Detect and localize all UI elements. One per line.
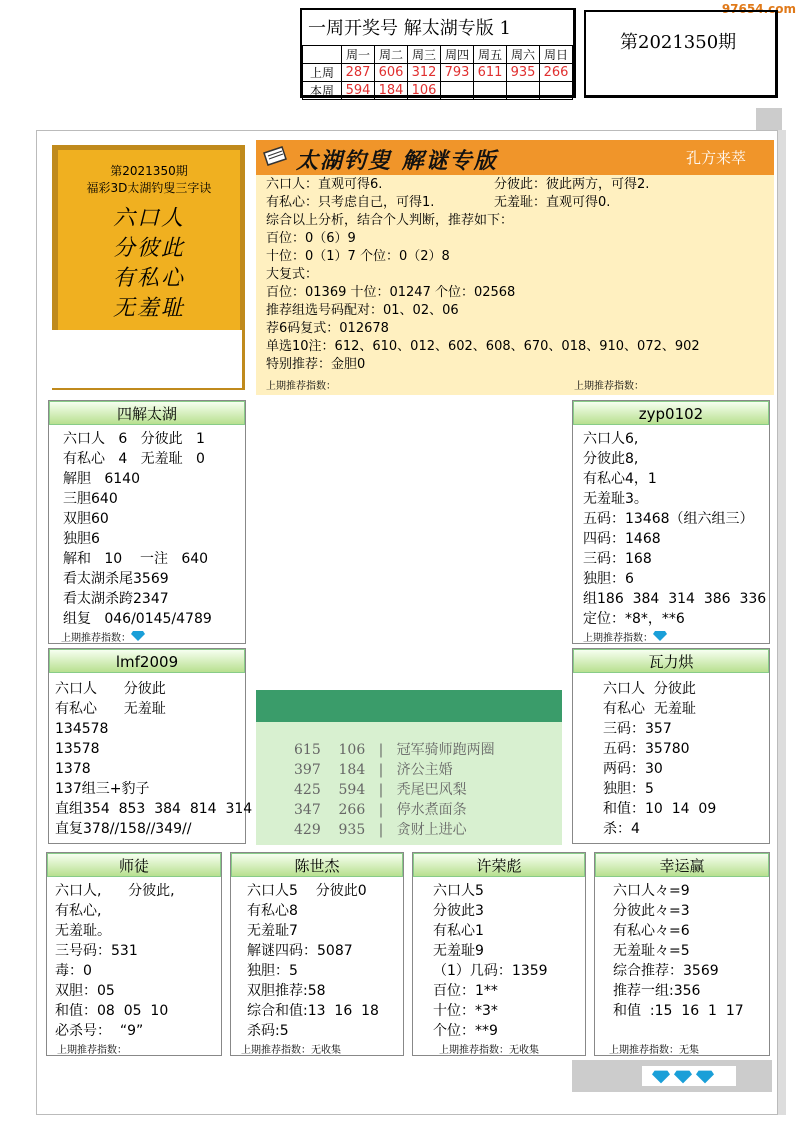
box-line: 组复 046/0145/4789 (63, 611, 212, 627)
book-icon (262, 145, 288, 169)
box-line: 组186 384 314 386 336 (583, 591, 767, 607)
main-panel-source: 孔方来萃 (686, 149, 747, 167)
box-line: 直组354 853 384 814 314 (55, 801, 253, 817)
number-cell: 266 (540, 64, 573, 82)
box-footer: 上期推荐指数：无收集 (241, 1045, 341, 1056)
box-line: 独胆6 (63, 531, 100, 547)
day-header: 周四 (441, 46, 474, 64)
box-line: 综合和值:13 16 18 (247, 1003, 379, 1019)
box-line: 13578 (55, 741, 100, 757)
box-line: 独胆：6 (583, 571, 634, 587)
box-line: 六口人々=9 (613, 883, 690, 899)
footer-text: 上期推荐指数： (583, 633, 653, 644)
box-sijie (48, 400, 246, 644)
main-line: 荐6码复式：012678 (266, 321, 389, 336)
box-line: 分彼此8, (583, 451, 639, 467)
number-cell: 594 (342, 82, 375, 100)
day-header: 周五 (474, 46, 507, 64)
box-line: 134578 (55, 721, 109, 737)
box-line: 个位：**9 (433, 1023, 498, 1039)
day-header: 周一 (342, 46, 375, 64)
box-footer: 上期推荐指数：无集 (609, 1045, 699, 1056)
main-row: 六口人：直观可得6. (266, 177, 383, 192)
box-footer (583, 629, 667, 644)
box-line: 解和 10 一注 640 (63, 551, 209, 567)
main-footer-right: 上期推荐指数： (574, 381, 644, 392)
box-line: 六口人5 分彼此0 (247, 883, 367, 899)
box-title: 瓦力烘 (573, 649, 769, 673)
box-xu (412, 852, 586, 1056)
box-line: 五码：13468（组六组三） (583, 511, 754, 527)
row-label: 上周 (303, 64, 342, 82)
box-line: 六口人 6 分彼此 1 (63, 431, 205, 447)
box-line: 六口人6, (583, 431, 639, 447)
box-line: 三胆640 (63, 491, 118, 507)
box-line: 三号码：531 (55, 943, 138, 959)
main-footer-left: 上期推荐指数： (266, 381, 336, 392)
diamond-icon (131, 633, 145, 644)
box-title: 许荣彪 (413, 853, 585, 877)
diamond-icon (674, 1069, 692, 1088)
box-line: 四码：1468 (583, 531, 661, 547)
box-line: 六口人5 (433, 883, 484, 899)
box-line: 和值：08 05 10 (55, 1003, 169, 1019)
period-box (584, 10, 778, 98)
day-header: 周六 (507, 46, 540, 64)
bottom-diamond-strip (642, 1066, 736, 1086)
number-cell (507, 82, 540, 100)
box-line: 毒：0 (55, 963, 92, 979)
verse: 无羞耻 (112, 296, 185, 321)
box-line: 双胆：05 (55, 983, 115, 999)
period-title: 第2021350期 (620, 32, 737, 53)
main-line: 综合以上分析，结合个人判断，推荐如下： (266, 213, 514, 228)
box-line: 百位：1** (433, 983, 498, 999)
main-line: 大复式： (266, 267, 319, 282)
box-line: 综合推荐：3569 (613, 963, 719, 979)
gold-period: 第2021350期 (110, 164, 188, 178)
box-line: 三码：357 (603, 721, 672, 737)
number-cell (474, 82, 507, 100)
verse: 六口人 (112, 206, 185, 231)
weekly-table (302, 45, 573, 100)
box-footer: 上期推荐指数：无收集 (439, 1045, 539, 1056)
weekly-table-title: 一周开奖号 解太湖专版 1 (308, 18, 511, 39)
main-line: 推荐组选号码配对：01、02、06 (266, 303, 459, 318)
box-line: 独胆：5 (247, 963, 298, 979)
box-line: 无羞耻9 (433, 943, 484, 959)
main-line: 百位：01369 十位：01247 个位：02568 (266, 285, 516, 300)
box-line: 有私心 无羞耻 (55, 701, 166, 717)
number-cell: 606 (375, 64, 408, 82)
number-cell: 106 (408, 82, 441, 100)
main-line: 特别推荐：金胆0 (266, 357, 366, 372)
number-cell: 184 (375, 82, 408, 100)
main-line: 单选10注：612、610、012、602、608、670、018、910、072、902 (266, 339, 700, 354)
box-line: 两码：30 (603, 761, 663, 777)
box-line: （1）几码：1359 (433, 963, 548, 979)
day-header: 周日 (540, 46, 573, 64)
frame-shadow (778, 130, 786, 1115)
box-line: 独胆：5 (603, 781, 654, 797)
box-footer (61, 629, 145, 644)
box-line: 双胆推荐:58 (247, 983, 326, 999)
diamond-icon (653, 633, 667, 644)
box-line: 六口人, 分彼此, (55, 883, 175, 899)
number-cell: 287 (342, 64, 375, 82)
box-line: 有私心 无羞耻 (603, 701, 696, 717)
gold-box-inner (58, 150, 240, 330)
box-line: 和值：10 14 09 (603, 801, 717, 817)
box-zyp (572, 400, 770, 644)
box-title: lmf2009 (49, 649, 245, 673)
box-line: 推荐一组:356 (613, 983, 701, 999)
box-line: 无羞耻。 (55, 923, 111, 939)
main-line: 百位：0（6）9 (266, 231, 356, 246)
main-row: 分彼此：彼此两方，可得2. (494, 177, 650, 192)
box-line: 三码：168 (583, 551, 652, 567)
box-line: 和值 :15 16 1 17 (613, 1003, 744, 1019)
box-wali (572, 648, 770, 844)
box-line: 有私心 4 无羞耻 0 (63, 451, 205, 467)
number-cell: 793 (441, 64, 474, 82)
footer-text: 上期推荐指数： (61, 633, 131, 644)
box-line: 六口人 分彼此 (55, 681, 166, 697)
box-line: 看太湖杀尾3569 (63, 571, 169, 587)
box-line: 解谜四码：5087 (247, 943, 353, 959)
box-xing (594, 852, 770, 1056)
box-line: 十位：*3* (433, 1003, 498, 1019)
verse: 有私心 (112, 266, 185, 291)
box-line: 无羞耻3。 (583, 491, 648, 507)
gold-subtitle: 福彩3D太湖钓叟三字诀 (86, 181, 212, 195)
day-header: 周三 (408, 46, 441, 64)
box-line: 有私心1 (433, 923, 484, 939)
box-title: zyp0102 (573, 401, 769, 425)
box-title: 师徒 (47, 853, 221, 877)
poem-line: 347 266 | 停水煮面条 (294, 802, 467, 818)
box-chen (230, 852, 404, 1056)
box-line: 直复378//158//349// (55, 821, 192, 837)
box-line: 无羞耻7 (247, 923, 298, 939)
poem-line: 429 935 | 贪财上进心 (294, 822, 467, 838)
box-line: 137组三+豹子 (55, 781, 150, 797)
watermark: 97654.com (721, 2, 796, 16)
box-line: 定位：*8*，**6 (583, 611, 685, 627)
verse: 分彼此 (112, 236, 185, 261)
frame-corner (756, 108, 782, 130)
box-title: 四解太湖 (49, 401, 245, 425)
box-line: 有私心々=6 (613, 923, 690, 939)
box-title: 幸运赢 (595, 853, 769, 877)
box-line: 分彼此々=3 (613, 903, 690, 919)
box-line: 解胆 6140 (63, 471, 140, 487)
box-line: 必杀号： “9” (55, 1023, 144, 1039)
box-lmf (48, 648, 253, 844)
number-cell: 312 (408, 64, 441, 82)
box-title: 陈世杰 (231, 853, 403, 877)
box-line: 1378 (55, 761, 91, 777)
box-line: 杀：4 (603, 821, 640, 837)
box-line: 双胆60 (63, 511, 109, 527)
poem-line: 425 594 | 秃尾巴风梨 (294, 782, 467, 798)
box-line: 无羞耻々=5 (613, 943, 690, 959)
poem-line: 397 184 | 济公主婚 (294, 762, 453, 778)
number-cell (441, 82, 474, 100)
number-cell (540, 82, 573, 100)
gold-box-blank (52, 330, 242, 388)
main-row: 无羞耻：直观可得0. (494, 195, 611, 210)
box-shitu (46, 852, 222, 1056)
poem-line: 615 106 | 冠军骑师跑两圈 (294, 742, 495, 758)
row-label: 本周 (303, 82, 342, 100)
poem-panel-header (256, 690, 562, 722)
diamond-icon (652, 1069, 670, 1088)
poem-lines (294, 740, 495, 840)
box-line: 有私心, (55, 903, 102, 919)
main-lines (266, 212, 700, 374)
box-line: 杀码:5 (247, 1023, 289, 1039)
box-footer: 上期推荐指数： (57, 1045, 127, 1056)
box-line: 五码：35780 (603, 741, 690, 757)
main-line: 十位：0（1）7 个位：0（2）8 (266, 249, 450, 264)
number-cell: 611 (474, 64, 507, 82)
diamond-icon (696, 1069, 714, 1088)
box-line: 看太湖杀跨2347 (63, 591, 169, 607)
box-line: 六口人 分彼此 (603, 681, 696, 697)
number-cell: 935 (507, 64, 540, 82)
box-line: 分彼此3 (433, 903, 484, 919)
box-line: 有私心4，1 (583, 471, 657, 487)
day-header: 周二 (375, 46, 408, 64)
main-row: 有私心：只考虑自己，可得1. (266, 195, 435, 210)
box-line: 有私心8 (247, 903, 298, 919)
main-panel-title: 太湖钓叟 解谜专版 (296, 148, 498, 174)
